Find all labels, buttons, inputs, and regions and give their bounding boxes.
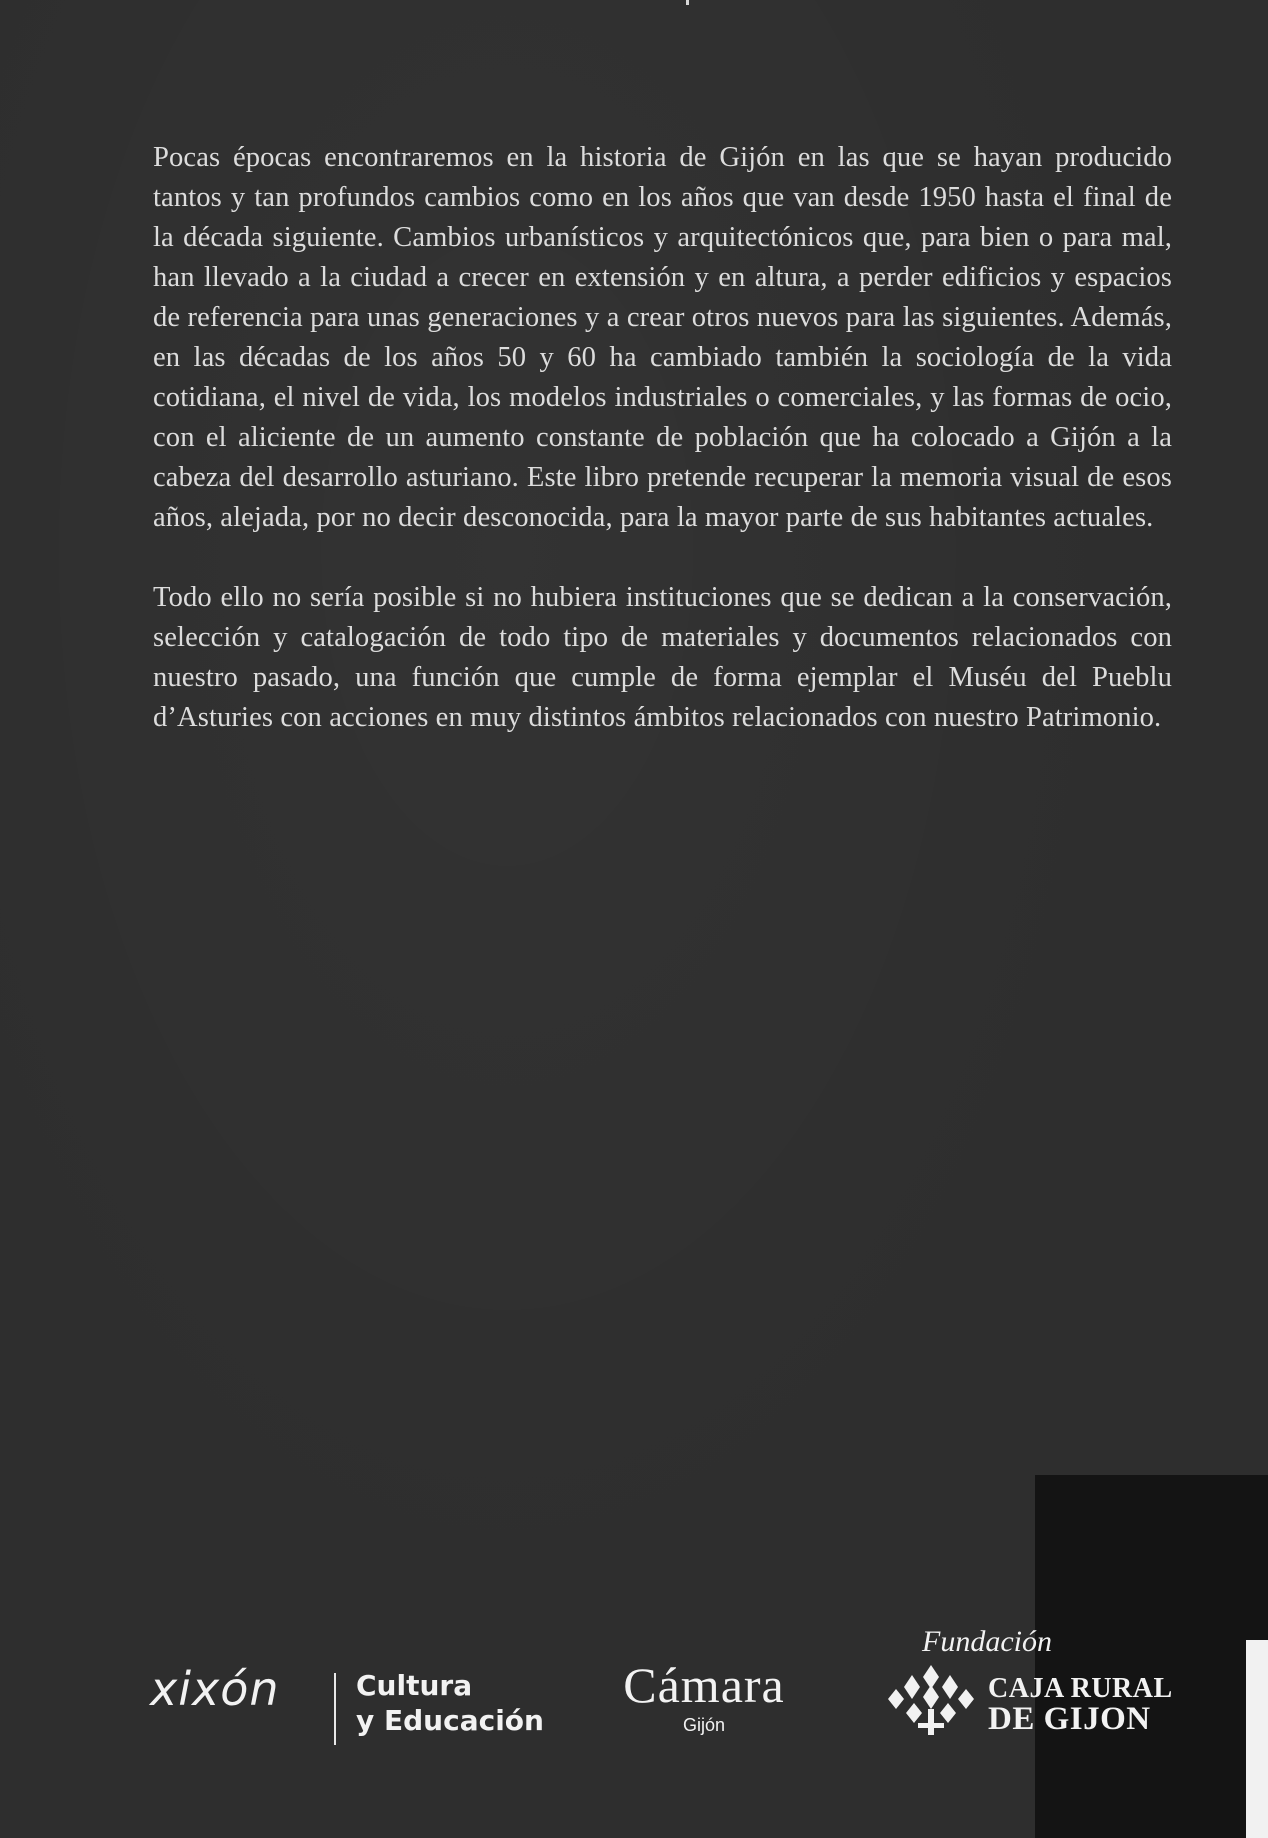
de-gijon-line: DE GIJON bbox=[988, 1701, 1151, 1737]
xixon-logo: xixón bbox=[150, 1662, 280, 1716]
edge-strip bbox=[1246, 1640, 1268, 1838]
cultura-line: Cultura bbox=[356, 1669, 473, 1702]
caja-rural-logo bbox=[880, 1625, 1180, 1745]
fundacion-label: Fundación bbox=[922, 1625, 1052, 1658]
educacion-line: y Educación bbox=[356, 1704, 544, 1737]
camara-gijon-logo bbox=[594, 1656, 814, 1736]
camara-name: Cámara bbox=[623, 1657, 785, 1713]
caja-rural-line: CAJA RURAL bbox=[988, 1673, 1173, 1704]
blurb-paragraph-1: Pocas épocas encontraremos en la historia de Gijón en las que se hayan producido tantos y tan profundos cambios como en los años que van desde 1950 hasta el final de la década siguiente. Cambios urbanísticos y arquitectónicos que, para bien o para mal, han llevado a la ciudad a crecer en extensión y en altura, a perder edificios y espacios de referencia para unas generaciones y a crear otros nuevos para las siguientes. Además, en las décadas de los años 50 y 60 ha cambiado también la sociología de la vida cotidiana, el nivel de vida, los modelos industriales o comerciales, y las formas de ocio, con el aliciente de un aumento constante de población que ha colocado a Gijón a la cabeza del desarrollo asturiano. Este libro pretende recuperar la memoria visual de esos años, alejada, por no decir desconocida, para la mayor parte de sus habitantes actuales. bbox=[153, 142, 1172, 533]
logo-divider bbox=[334, 1673, 336, 1745]
wheat-sheaf-icon bbox=[884, 1663, 978, 1737]
top-edge-mark bbox=[686, 0, 689, 5]
cultura-educacion-logo bbox=[356, 1668, 544, 1738]
blurb-text bbox=[153, 138, 1172, 778]
blurb-paragraph-2: Todo ello no sería posible si no hubiera instituciones que se dedican a la conservación, selección y catalogación de todo tipo de materiales y documentos relacionados con nuestro pasado, una función que cumple de forma ejemplar el Muséu del Pueblu d’Asturies con acciones en muy distintos ámbitos relacionados con nuestro Patrimonio. bbox=[153, 582, 1172, 733]
camara-sub: Gijón bbox=[682, 1715, 726, 1735]
